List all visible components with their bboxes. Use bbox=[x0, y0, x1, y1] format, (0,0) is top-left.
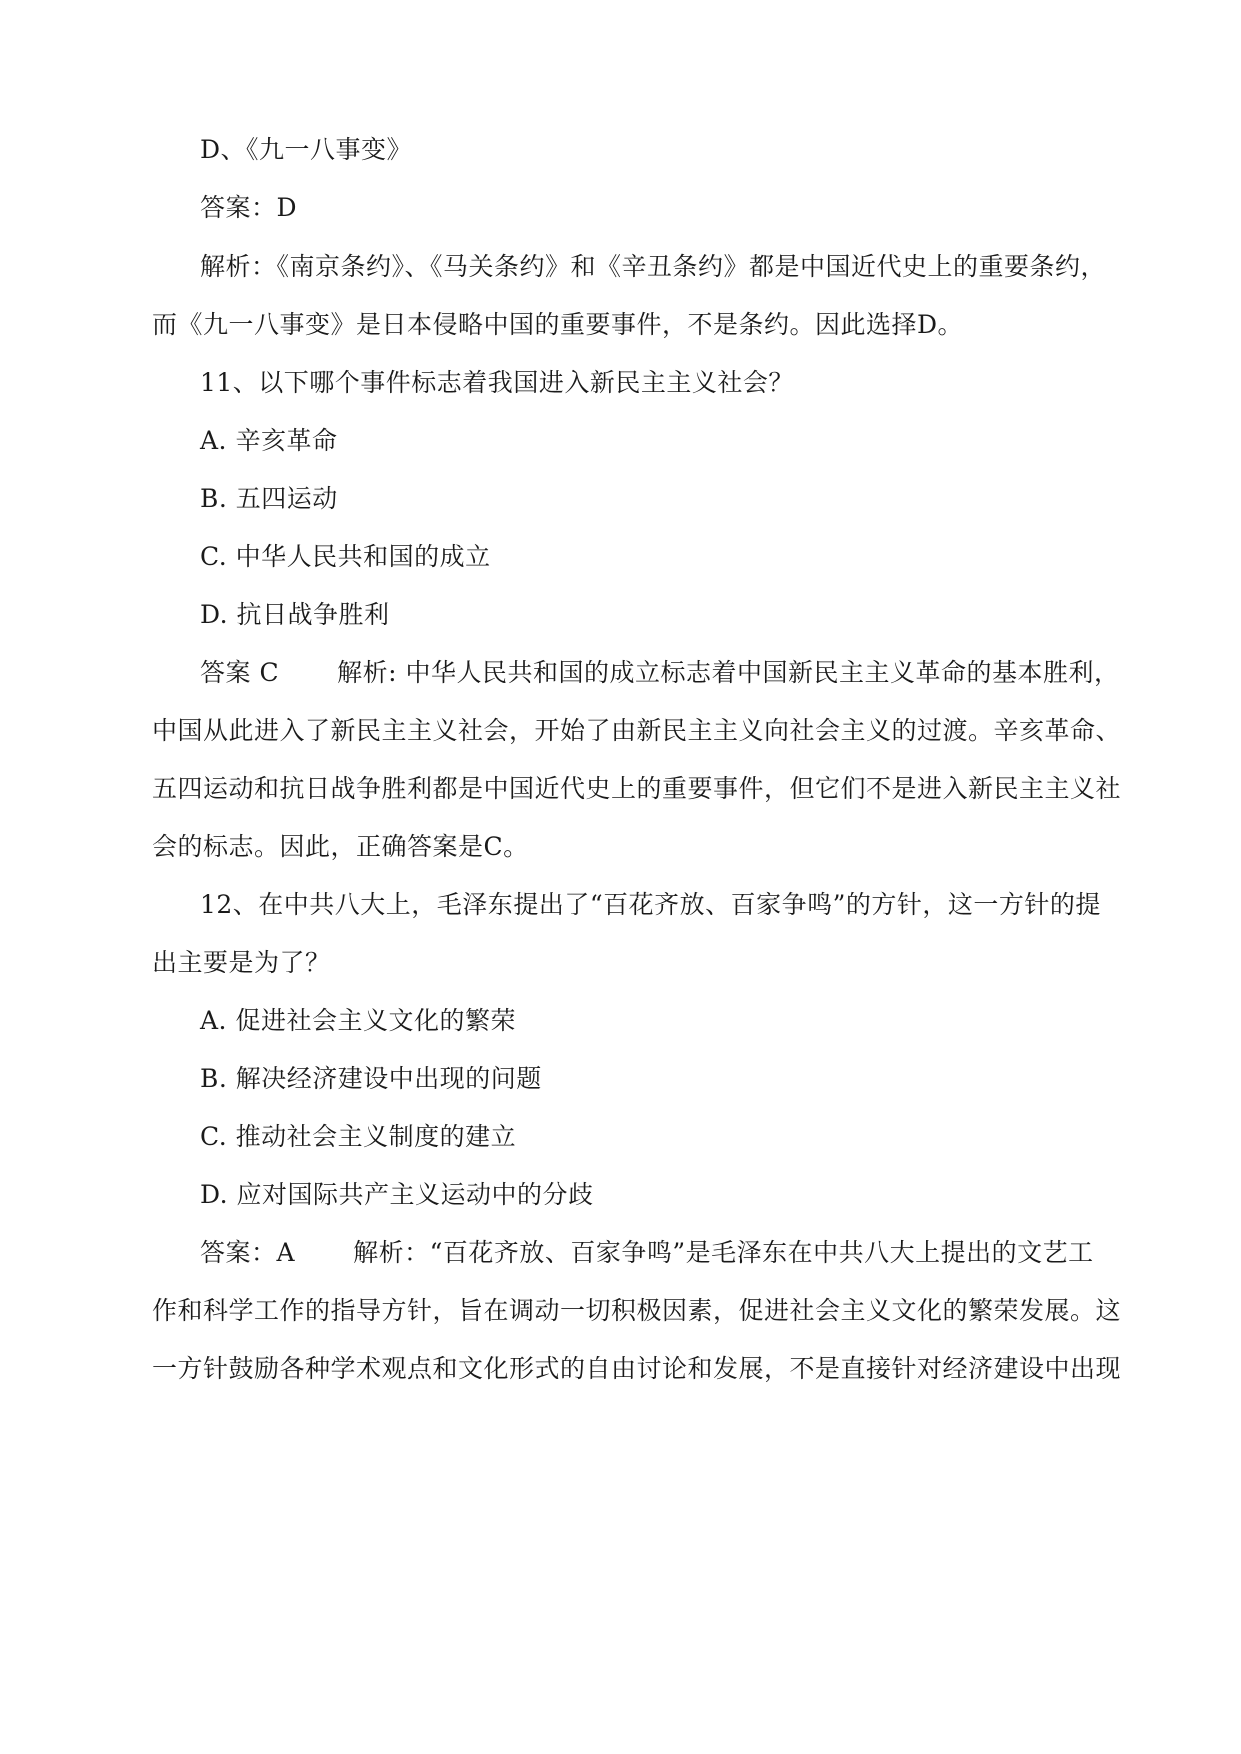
q12-option-a: A. 促进社会主义文化的繁荣 bbox=[200, 1006, 516, 1035]
q12-question-line-1: 12、在中共八大上，毛泽东提出了“百花齐放、百家争鸣”的方针，这一方针的提 bbox=[200, 890, 1101, 919]
q10-analysis-line-1: 解析：《南京条约》、《马关条约》和《辛丑条约》都是中国近代史上的重要条约， bbox=[200, 252, 1107, 281]
q11-option-b: B. 五四运动 bbox=[200, 484, 338, 513]
q12-question-line-2: 出主要是为了？ bbox=[152, 948, 331, 977]
q11-option-d: D. 抗日战争胜利 bbox=[200, 600, 390, 629]
q10-analysis-line-2: 而《九一八事变》是日本侵略中国的重要事件，不是条约。因此选择D。 bbox=[152, 310, 964, 339]
q12-option-b: B. 解决经济建设中出现的问题 bbox=[200, 1064, 542, 1093]
q12-answer: 答案：A bbox=[200, 1238, 296, 1267]
q11-analysis-line-1: 解析: 中华人民共和国的成立标志着中国新民主主义革命的基本胜利， bbox=[337, 658, 1120, 687]
q12-analysis-line-3: 一方针鼓励各种学术观点和文化形式的自由讨论和发展，不是直接针对经济建设中出现 bbox=[152, 1354, 1122, 1383]
q12-analysis-line-1: 解析：“百花齐放、百家争鸣”是毛泽东在中共八大上提出的文艺工 bbox=[353, 1238, 1094, 1267]
q12-answer-row bbox=[200, 1236, 1145, 1270]
q11-analysis-line-3: 五四运动和抗日战争胜利都是中国近代史上的重要事件，但它们不是进入新民主主义社 bbox=[152, 774, 1122, 803]
q11-answer: 答案 C bbox=[200, 658, 280, 687]
q12-analysis-line-2: 作和科学工作的指导方针，旨在调动一切积极因素，促进社会主义文化的繁荣发展。这 bbox=[152, 1296, 1122, 1325]
q11-question: 11、以下哪个事件标志着我国进入新民主主义社会？ bbox=[200, 368, 794, 397]
q12-option-d: D. 应对国际共产主义运动中的分歧 bbox=[200, 1180, 594, 1209]
q11-option-a: A. 辛亥革命 bbox=[200, 426, 338, 455]
q11-analysis-line-4: 会的标志。因此，正确答案是C。 bbox=[152, 832, 529, 861]
q11-option-c: C. 中华人民共和国的成立 bbox=[200, 542, 491, 571]
q11-analysis-line-2: 中国从此进入了新民主主义社会，开始了由新民主主义向社会主义的过渡。辛亥革命、 bbox=[152, 716, 1122, 745]
q11-answer-row bbox=[200, 656, 1145, 690]
q10-option-d: D、《九一八事变》 bbox=[200, 135, 413, 164]
q12-option-c: C. 推动社会主义制度的建立 bbox=[200, 1122, 517, 1151]
q10-answer: 答案：D bbox=[200, 193, 298, 222]
